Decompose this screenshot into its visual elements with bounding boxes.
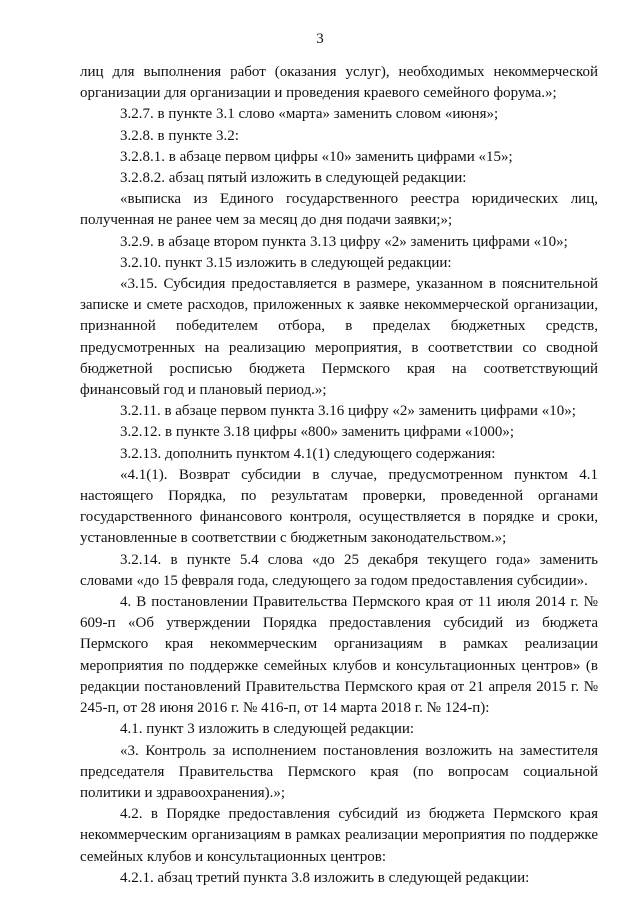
paragraph: «3.15. Субсидия предоставляется в размере, указанном в пояснительной записке и смете расходов, приложенных к заявке некоммерческой организации, признанной победителем отбора, в пределах бюджетных средств, предусмотренных на реализацию мероприятия, в соответствии со сводной бюджетной росписью бюджета Пермского края на соответствующий финансовый год и плановый период.»; xyxy=(80,276,598,399)
paragraph: «4.1(1). Возврат субсидии в случае, предусмотренном пунктом 4.1 настоящего Порядка, по результатам проверки, проведенной органами государственного финансового контроля, осуществляется в порядке и сроки, установленные в соответствии с бюджетным законодательством.»; xyxy=(80,466,598,547)
page-number: 3 xyxy=(316,31,324,47)
paragraph: 3.2.8. в пункте 3.2: xyxy=(120,127,239,144)
paragraph: 3.2.11. в абзаце первом пункта 3.16 цифру «2» заменить цифрами «10»; xyxy=(120,403,576,420)
paragraph: 3.2.7. в пункте 3.1 слово «марта» заменить словом «июня»; xyxy=(120,106,499,123)
paragraph: «выписка из Единого государственного реестра юридических лиц, полученная не ранее чем за месяц до дня подачи заявки;»; xyxy=(80,191,598,229)
paragraph: 3.2.12. в пункте 3.18 цифры «800» заменить цифрами «1000»; xyxy=(120,424,515,441)
paragraph: 3.2.10. пункт 3.15 изложить в следующей редакции: xyxy=(120,254,452,271)
paragraph: 4.1. пункт 3 изложить в следующей редакции: xyxy=(120,721,415,738)
paragraph: 4.2.1. абзац третий пункта 3.8 изложить в следующей редакции: xyxy=(120,869,530,886)
paragraph: 3.2.14. в пункте 5.4 слова «до 25 декабря текущего года» заменить словами «до 15 февраля года, следующего за годом предоставления субсидии». xyxy=(80,551,598,589)
paragraph: 3.2.9. в абзаце втором пункта 3.13 цифру «2» заменить цифрами «10»; xyxy=(120,233,568,250)
paragraph: 3.2.13. дополнить пунктом 4.1(1) следующего содержания: xyxy=(120,445,496,462)
paragraph: «3. Контроль за исполнением постановления возложить на заместителя председателя Правительства Пермского края (по вопросам социальной политики и здравоохранения).»; xyxy=(80,742,598,801)
paragraph: 4.2. в Порядке предоставления субсидий из бюджета Пермского края некоммерческим организациям в рамках реализации мероприятия по поддержке семейных клубов и консультационных центров: xyxy=(80,806,598,865)
paragraph: 3.2.8.2. абзац пятый изложить в следующей редакции: xyxy=(120,170,467,187)
document-body xyxy=(80,62,598,889)
paragraph: 3.2.8.1. в абзаце первом цифры «10» заменить цифрами «15»; xyxy=(120,148,513,165)
paragraph: лиц для выполнения работ (оказания услуг), необходимых некоммерческой организации для организации и проведения краевого семейного форума.»; xyxy=(80,64,598,102)
paragraph: 4. В постановлении Правительства Пермского края от 11 июля 2014 г. № 609-п «Об утверждении Порядка предоставления субсидий из бюджета Пермского края некоммерческим организациям в рамках реализации мероприятия по поддержке семейных клубов и консультационных центров» (в редакции постановлений Правительства Пермского края от 21 апреля 2015 г. № 245-п, от 28 июня 2016 г. № 416-п, от 14 марта 2018 г. № 124-п): xyxy=(80,594,598,717)
